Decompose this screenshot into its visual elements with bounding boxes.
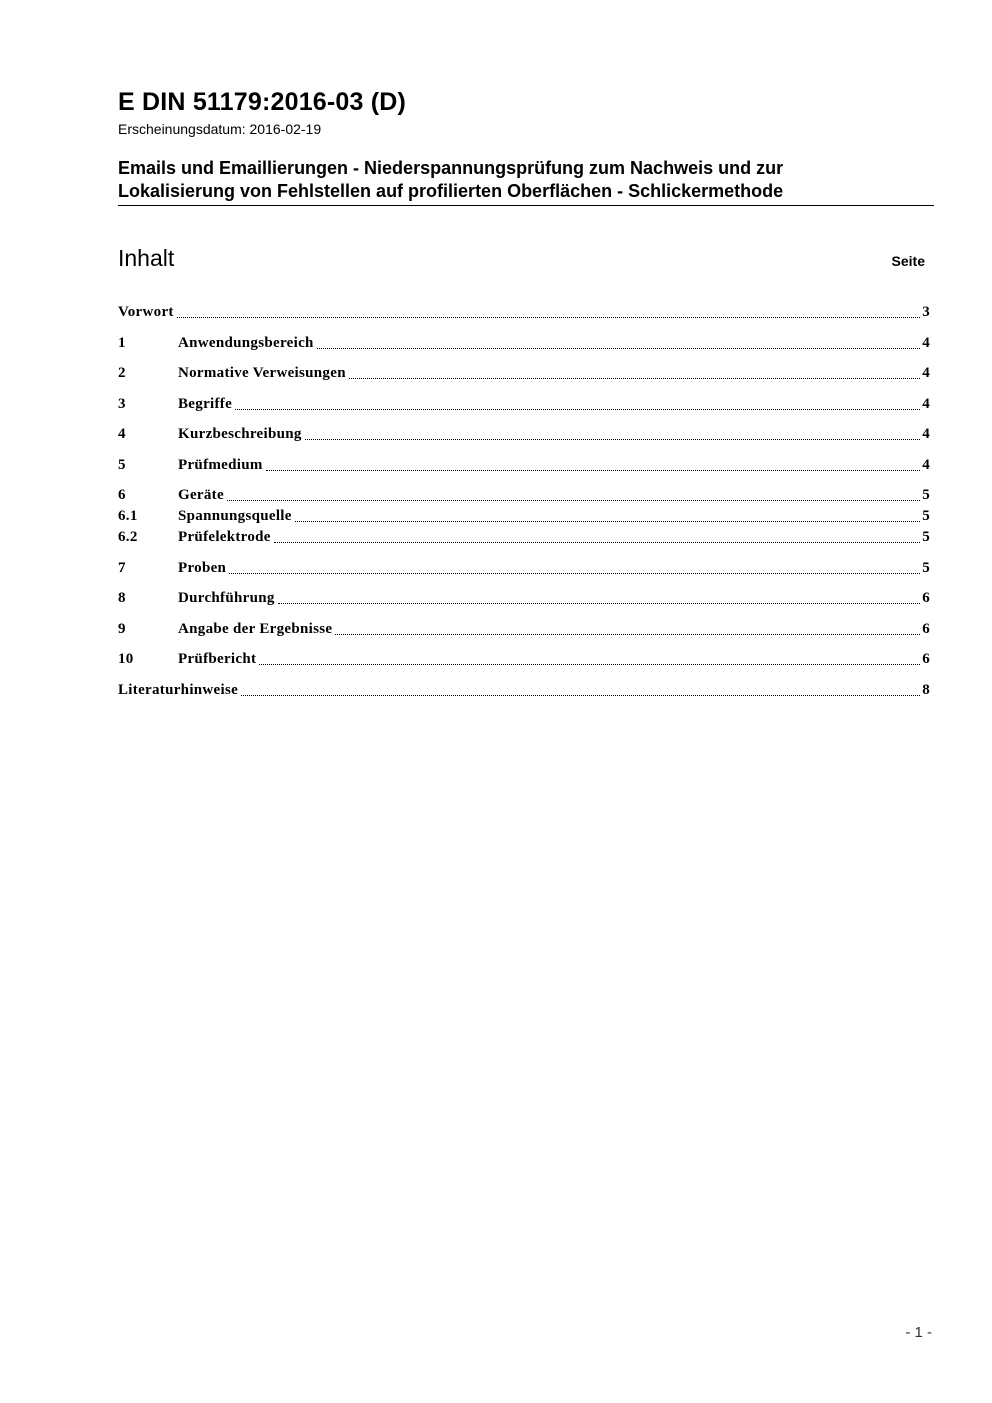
toc-entry-page: 8 — [922, 681, 930, 698]
toc-entry-number: 8 — [118, 590, 126, 606]
toc-entry-label: Begriffe — [178, 395, 233, 412]
toc-entry-label: Prüfmedium — [178, 456, 263, 473]
toc-dot-leader — [241, 695, 920, 696]
toc-entry-page: 3 — [922, 304, 930, 320]
toc-dot-leader — [266, 470, 921, 471]
toc-entry-8[interactable] — [118, 588, 930, 609]
toc-entry-6[interactable] — [118, 485, 930, 506]
toc-dot-leader — [317, 348, 921, 349]
document-title-line-2: Lokalisierung von Fehlstellen auf profilierten Oberflächen - Schlickermethode — [118, 181, 784, 201]
toc-entry-label: Anwendungsbereich — [178, 334, 314, 351]
toc-entry-label: Literaturhinweise — [118, 681, 239, 698]
toc-dot-leader — [229, 573, 920, 574]
toc-entry-page: 6 — [922, 620, 930, 637]
toc-entry-label: Durchführung — [178, 590, 275, 606]
toc-heading: Inhalt — [118, 245, 175, 271]
toc-entry-page: 4 — [922, 456, 930, 473]
toc-entry-number: 9 — [118, 620, 126, 637]
toc-dot-leader — [305, 439, 920, 440]
toc-entry-9[interactable] — [118, 619, 930, 640]
toc-entry-label: Geräte — [178, 487, 224, 503]
toc-entry-page: 6 — [922, 590, 930, 606]
toc-entry-page: 5 — [922, 559, 930, 576]
toc-entry-6-1[interactable] — [118, 506, 930, 527]
document-title — [118, 157, 783, 203]
toc-entry-number: 6.2 — [118, 529, 138, 545]
toc-entry-6-2[interactable] — [118, 527, 930, 548]
toc-entry-number: 5 — [118, 456, 126, 473]
toc-entry-label: Prüfbericht — [178, 651, 257, 667]
toc-entry-label: Spannungsquelle — [178, 508, 292, 524]
toc-entry-literaturhinweise[interactable] — [118, 680, 930, 701]
toc-entry-page: 4 — [922, 395, 930, 412]
toc-dot-leader — [235, 409, 920, 410]
toc-entry-page: 5 — [922, 508, 930, 524]
toc-entry-number: 2 — [118, 365, 126, 381]
toc-entry-label: Normative Verweisungen — [178, 365, 346, 381]
toc-entry-10[interactable] — [118, 649, 930, 670]
toc-dot-leader — [349, 378, 920, 379]
toc-entry-7[interactable] — [118, 558, 930, 579]
title-divider — [118, 205, 934, 206]
toc-page-column-label: Seite — [891, 253, 925, 269]
toc-entry-label: Proben — [178, 559, 227, 576]
toc-entry-5[interactable] — [118, 455, 930, 476]
toc-entry-number: 1 — [118, 334, 126, 351]
toc-dot-leader — [227, 500, 920, 501]
document-id: E DIN 51179:2016-03 (D) — [118, 88, 407, 116]
toc-dot-leader — [274, 542, 920, 543]
toc-entry-page: 5 — [922, 487, 930, 503]
toc-entry-page: 4 — [922, 334, 930, 351]
toc-entry-2[interactable] — [118, 363, 930, 384]
toc-entry-page: 5 — [922, 529, 930, 545]
toc-entry-number: 6.1 — [118, 508, 138, 524]
page-number: - 1 - — [905, 1324, 932, 1341]
toc-entry-vorwort[interactable] — [118, 302, 930, 323]
toc-entry-number: 7 — [118, 559, 126, 576]
toc-dot-leader — [335, 634, 920, 635]
publication-date: Erscheinungsdatum: 2016-02-19 — [118, 121, 322, 137]
toc-entry-label: Vorwort — [118, 304, 174, 320]
toc-entry-number: 3 — [118, 395, 126, 412]
toc-entry-page: 6 — [922, 651, 930, 667]
toc-entry-number: 4 — [118, 426, 126, 442]
toc-entry-1[interactable] — [118, 333, 930, 354]
toc-entry-number: 6 — [118, 487, 126, 503]
toc-entry-3[interactable] — [118, 394, 930, 415]
toc-entry-4[interactable] — [118, 424, 930, 445]
document-title-line-1: Emails und Emaillierungen - Niederspannungsprüfung zum Nachweis und zur — [118, 158, 784, 178]
toc-entry-label: Prüfelektrode — [178, 529, 271, 545]
toc-entry-label: Kurzbeschreibung — [178, 426, 302, 442]
toc-dot-leader — [295, 521, 920, 522]
toc-entry-page: 4 — [922, 365, 930, 381]
toc-entry-number: 10 — [118, 651, 134, 667]
table-of-contents — [118, 302, 930, 701]
toc-entry-label: Angabe der Ergebnisse — [178, 620, 333, 637]
toc-dot-leader — [177, 317, 920, 318]
toc-entry-page: 4 — [922, 426, 930, 442]
toc-dot-leader — [278, 603, 921, 604]
toc-dot-leader — [259, 664, 920, 665]
